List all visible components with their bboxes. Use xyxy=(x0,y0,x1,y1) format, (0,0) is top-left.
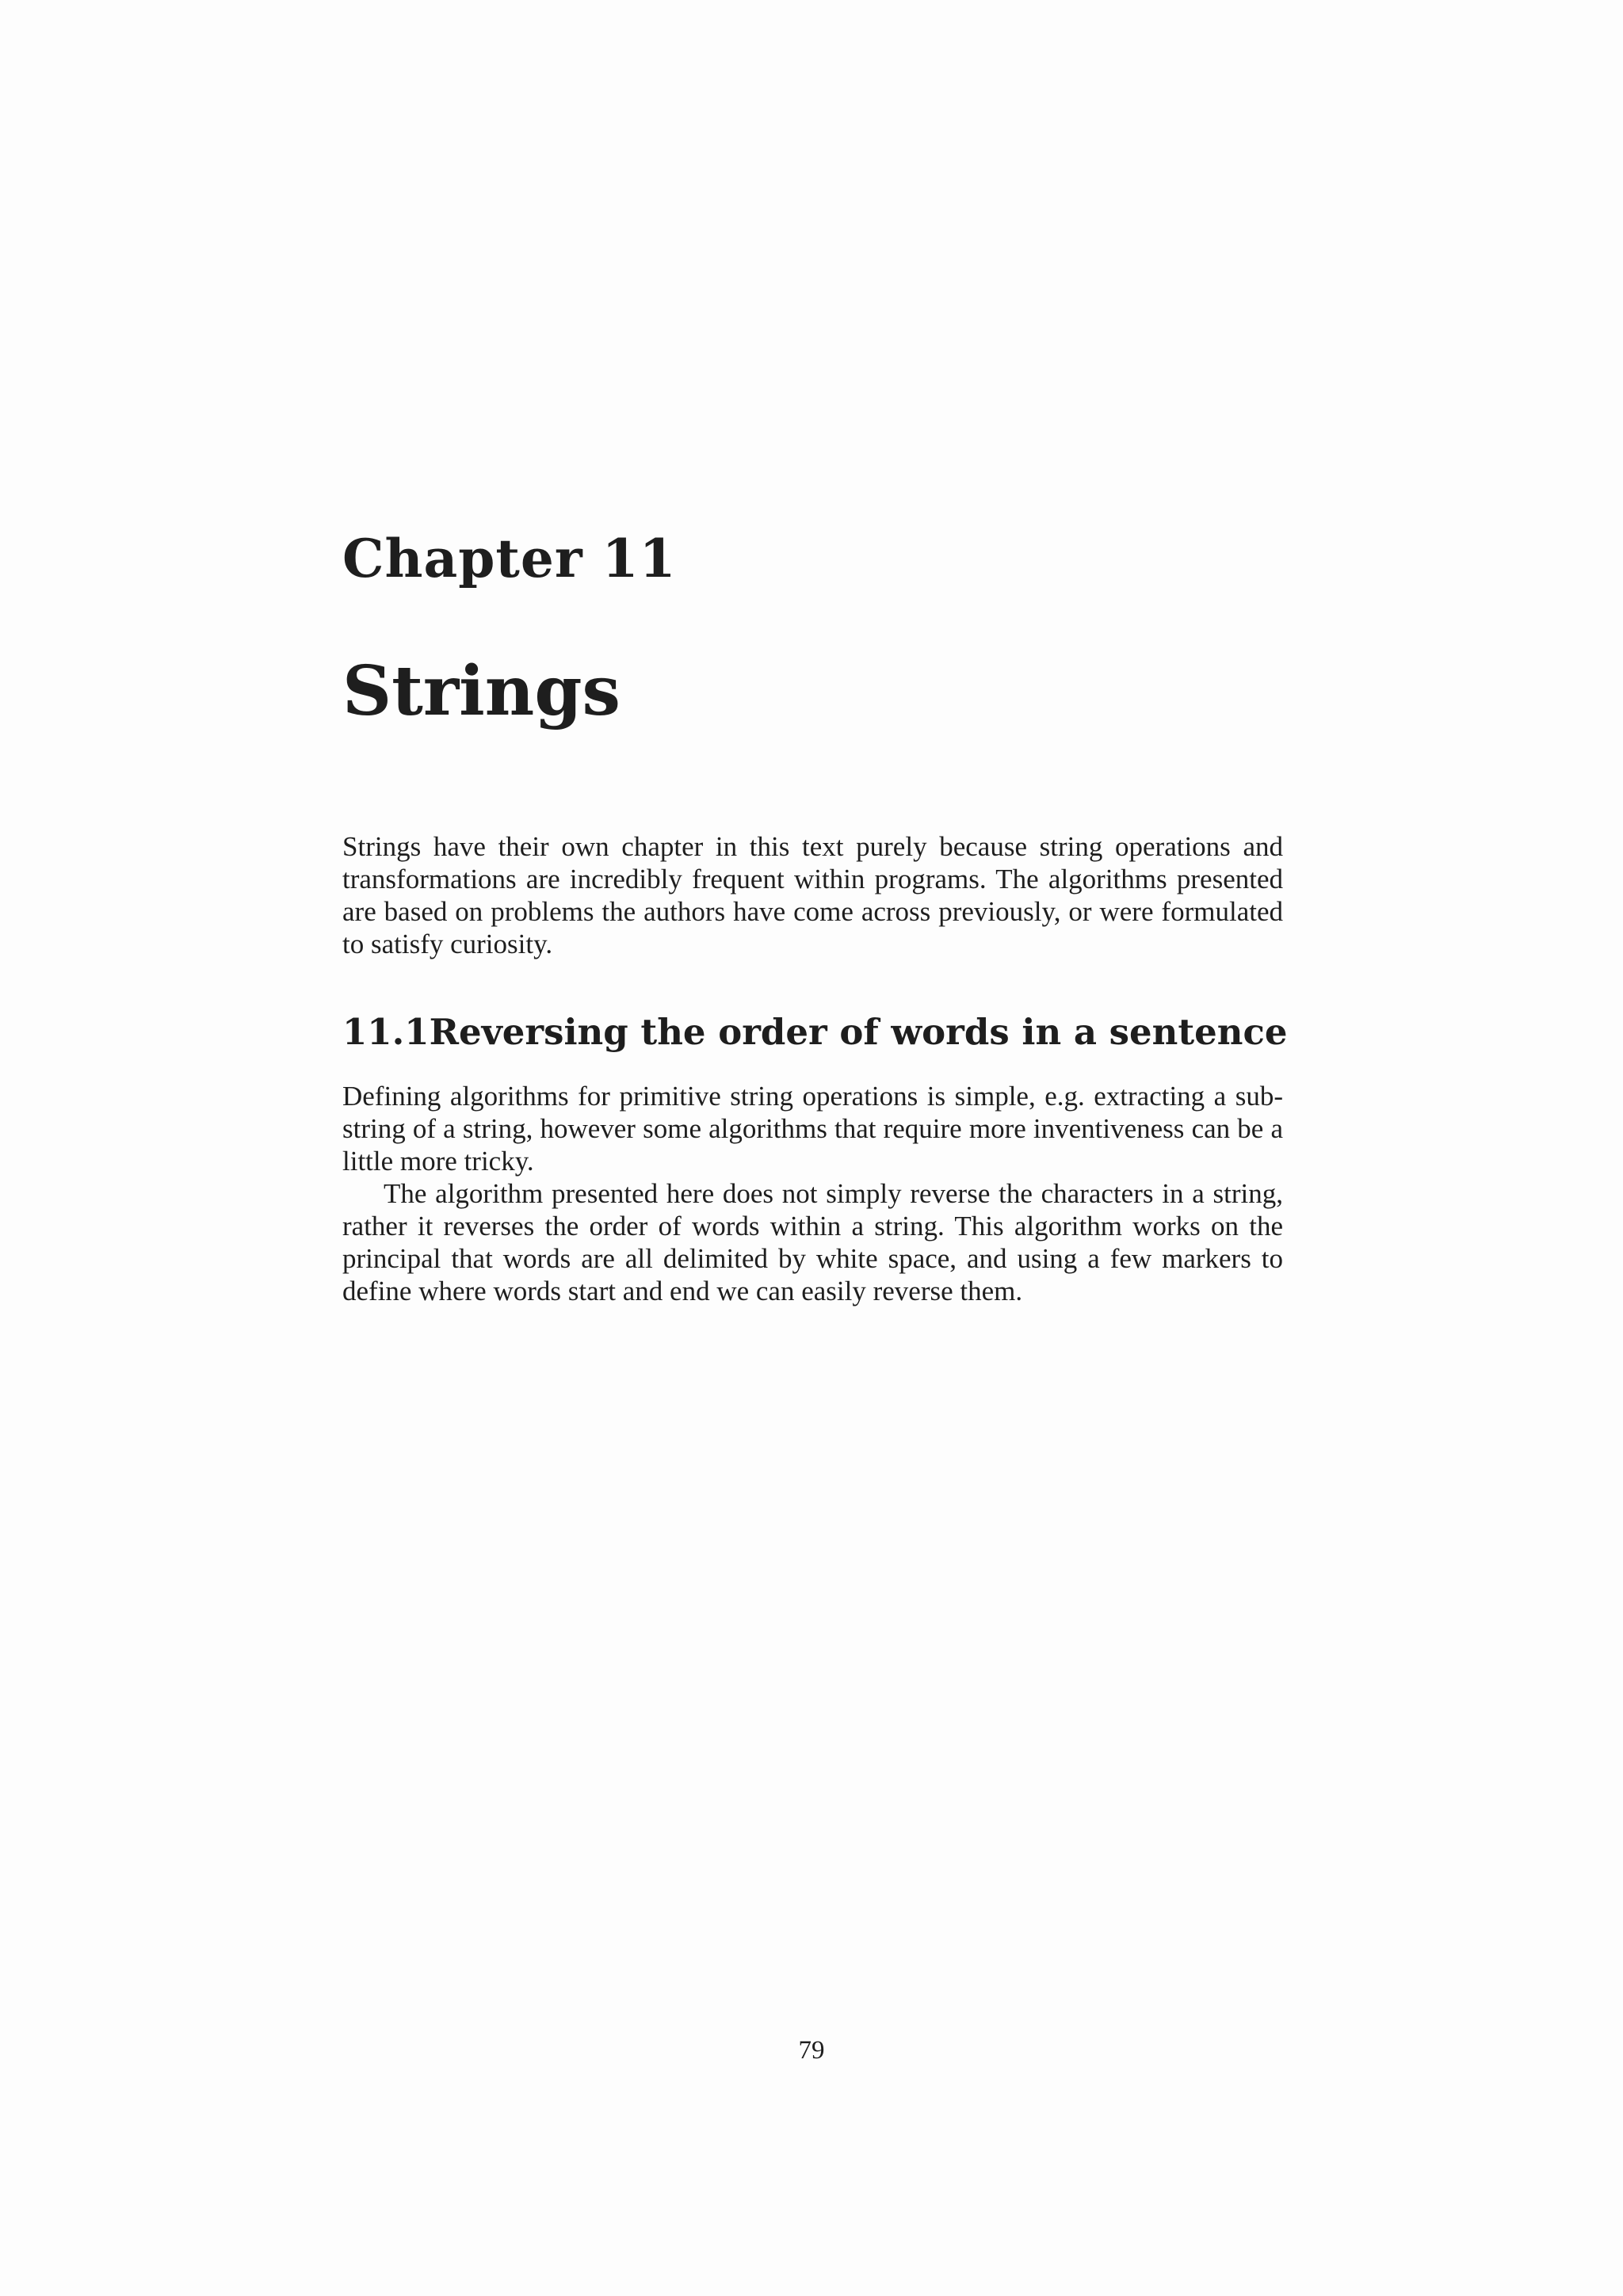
section-paragraph-2: The algorithm presented here does not simply reverse the characters in a string, rather it reverses the order of words within a string. This algorithm works on the principal that words are all delimited by white space, and using a few markers to define where words start and end we can easily reverse them. xyxy=(342,1178,1283,1306)
intro-paragraph: Strings have their own chapter in this text purely because string operations and transformations are incredibly frequent within programs. The algorithms presented are based on problems the authors have come across previously, or were formulated to satisfy curiosity. xyxy=(342,831,1283,959)
chapter-label: Chapter 11 xyxy=(342,528,677,589)
section-number: 11.1 xyxy=(342,1011,430,1053)
chapter-title: Strings xyxy=(342,651,621,731)
section-heading xyxy=(342,1005,1288,1060)
section-body xyxy=(342,1080,1283,1307)
page-number: 79 xyxy=(798,2036,825,2065)
intro-text xyxy=(342,830,1283,960)
section-paragraph-1: Defining algorithms for primitive string operations is simple, e.g. extracting a sub-string of a string, however some algorithms that require more inventiveness can be a little more tricky. xyxy=(342,1081,1283,1177)
section-title: Reversing the order of words in a sentence xyxy=(429,1011,1288,1053)
